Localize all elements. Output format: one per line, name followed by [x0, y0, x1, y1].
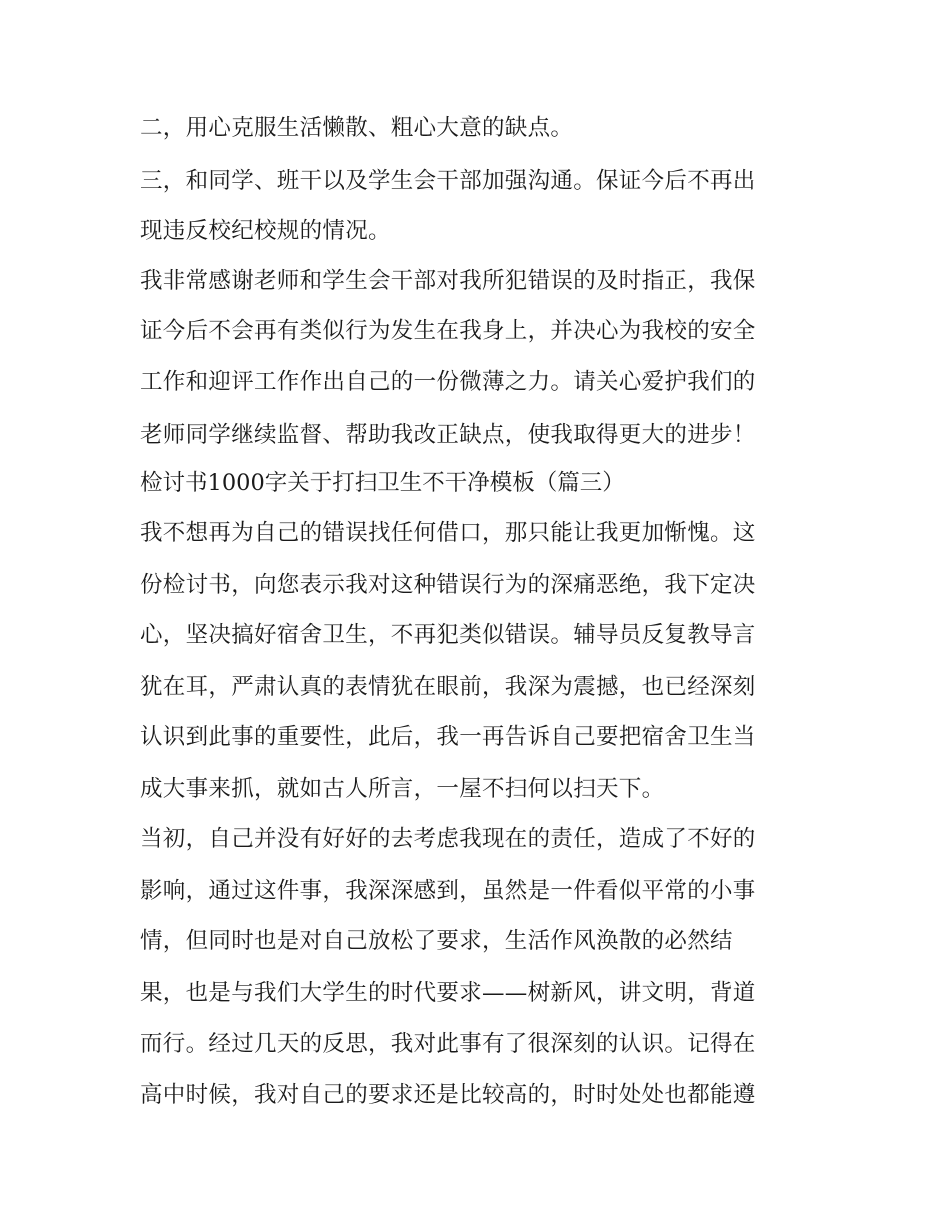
text-line: 我不想再为自己的错误找任何借口，那只能让我更加惭愧。这	[140, 520, 756, 546]
text-line: 果，也是与我们大学生的时代要求——树新风，讲文明，背道	[140, 980, 756, 1006]
text-line: 证今后不会再有类似行为发生在我身上，并决心为我校的安全	[140, 318, 756, 344]
text-line: 现违反校纪校规的情况。	[140, 218, 391, 244]
text-line: 犹在耳，严肃认真的表情犹在眼前，我深为震撼，也已经深刻	[140, 674, 756, 700]
text-line: 心，坚决搞好宿舍卫生，不再犯类似错误。辅导员反复教导言	[140, 622, 756, 648]
text-line: 老师同学继续监督、帮助我改正缺点，使我取得更大的进步！	[140, 422, 756, 448]
text-line: 三，和同学、班干以及学生会干部加强沟通。保证今后不再出	[140, 168, 756, 194]
text-line: 二，用心克服生活懒散、粗心大意的缺点。	[140, 115, 574, 141]
text-line: 我非常感谢老师和学生会干部对我所犯错误的及时指正，我保	[140, 268, 756, 294]
text-line: 而行。经过几天的反思，我对此事有了很深刻的认识。记得在	[140, 1031, 756, 1057]
text-line: 份检讨书，向您表示我对这种错误行为的深痛恶绝，我下定决	[140, 572, 756, 598]
text-line: 认识到此事的重要性，此后，我一再告诉自己要把宿舍卫生当	[140, 724, 756, 750]
text-line: 成大事来抓，就如古人所言，一屋不扫何以扫天下。	[140, 776, 665, 802]
text-line: 情，但同时也是对自己放松了要求，生活作风涣散的必然结	[140, 928, 733, 954]
text-line: 高中时候，我对自己的要求还是比较高的，时时处处也都能遵	[140, 1082, 756, 1108]
section-heading: 检讨书1000字关于打扫卫生不干净模板（篇三）	[140, 470, 625, 496]
text-line: 工作和迎评工作作出自己的一份微薄之力。请关心爱护我们的	[140, 369, 756, 395]
text-line: 当初，自己并没有好好的去考虑我现在的责任，造成了不好的	[140, 826, 756, 852]
text-line: 影响，通过这件事，我深深感到，虽然是一件看似平常的小事	[140, 878, 756, 904]
